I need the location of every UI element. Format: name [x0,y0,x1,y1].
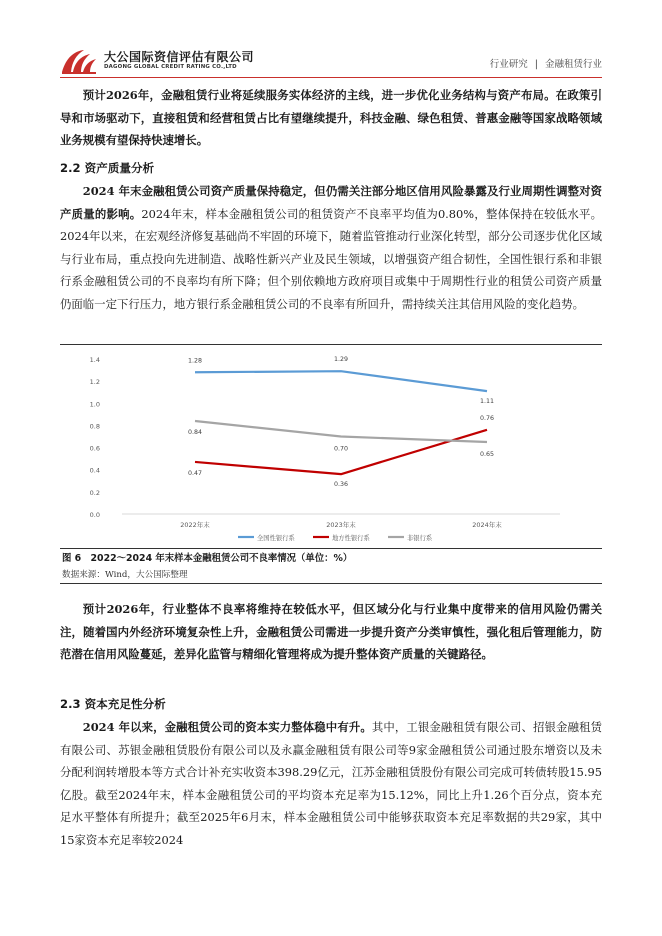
y-tick-label: 0.8 [89,422,100,431]
header-separator: | [534,59,538,70]
y-tick-label: 1.0 [89,400,100,409]
section-heading-capital-adequacy: 2.3 资本充足性分析 [60,697,166,711]
figure-caption: 图 6 2022～2024 年末样本金融租赁公司不良率情况（单位：%） [62,553,353,564]
paragraph-capital-adequacy [60,716,602,851]
series-line-2 [195,421,487,442]
legend-label: 非银行系 [407,535,433,542]
logo-chinese-name: 大公国际资信评估有限公司 [104,50,255,64]
header-industry: 金融租赁行业 [544,59,602,70]
data-label: 0.36 [333,481,349,489]
x-tick-label: 2024年末 [472,521,502,529]
figure-source: 数据来源：Wind，大公国际整理 [62,570,188,580]
capital-adequacy-body: 其中，工银金融租赁有限公司、招银金融租赁有限公司、苏银金融租赁股份有限公司以及永赢金融租赁有限公司等9家金融租赁公司通过股东增资以及未分配利润转增股本等方式合计补充实收资本398.29亿元，江苏金融租赁股份有限公司完成可转债转股15.95亿股。截至2024年末，样本金融租赁公司的平均资本充足率为15.12%，同比上升1.26个百分点，资本充足水平整体有所提升；截至2025年6月末，样本金融租赁公司中能够获取资本充足率数据的共29家，其中15家资本充足率较2024 [60,720,602,847]
capital-adequacy-lead: 2024 年以来，金融租赁公司的资本实力整体稳中有升。 [82,720,372,734]
asset-quality-lead: 2024 年末金融租赁公司资产质量保持稳定，但仍需关注部分地区信用风险暴露及行业周期性调整对资产质量的影响。 [60,184,602,221]
data-label: 0.65 [479,451,495,459]
y-tick-label: 1.2 [89,378,100,387]
data-label: 1.28 [187,357,203,365]
logo-english-name: DAGONG GLOBAL CREDIT RATING CO.,LTD [104,64,237,70]
y-tick-label: 0.0 [89,511,100,519]
data-label: 1.11 [479,398,495,406]
x-tick-label: 2023年末 [326,521,356,529]
legend-label: 全国性银行系 [257,535,295,542]
asset-quality-body: 2024年末，样本金融租赁公司的租赁资产不良率平均值为0.80%，整体保持在较低水平。2024年以来，在宏观经济修复基础尚不牢固的环境下，随着监管推动行业深化转型，部分公司逐步优化区域与行业布局，重点投向先进制造、战略性新兴产业及民生领域，以增强资产组合韧性，全国性银行系和非银行系金融租赁公司的不良率均有所下降；但个别依赖地方政府项目或集中于周期性行业的租赁公司资产质量仍面临一定下行压力，地方银行系金融租赁公司的不良率有所回升，需持续关注其信用风险的变化趋势。 [60,206,602,311]
legend-label: 地方性银行系 [332,535,370,542]
header-divider [60,77,602,78]
caption-divider [60,548,602,549]
npl-line-chart [60,345,602,549]
data-label: 0.47 [187,469,203,477]
source-divider [60,583,602,584]
y-tick-label: 0.4 [89,466,100,475]
section-heading-asset-quality: 2.2 资产质量分析 [60,161,155,175]
data-label: 0.70 [333,445,349,453]
data-label: 1.29 [333,356,349,364]
npl-chart [60,344,602,549]
data-label: 0.84 [187,429,203,436]
header-section-label [490,56,602,70]
y-tick-label: 0.6 [89,444,100,453]
header-category: 行业研究 [489,59,528,70]
paragraph-asset-quality [60,180,602,315]
series-line-0 [195,371,487,391]
x-tick-label: 2022年末 [180,521,210,529]
dagong-logo-icon [60,48,98,74]
data-label: 0.76 [479,414,495,422]
paragraph-outlook-risk: 预计2026年，行业整体不良率将维持在较低水平，但区域分化与行业集中度带来的信用风险仍需关注，随着国内外经济环境复杂性上升，金融租赁公司需进一步提升资产分类审慎性，强化租后管理能力，防范潜在信用风险蔓延，差异化监管与精细化管理将成为提升整体资产质量的关键路径。 [60,602,602,661]
page-header [60,44,602,78]
company-logo [60,46,270,76]
y-tick-label: 0.2 [89,488,100,497]
y-tick-label: 1.4 [89,356,100,364]
paragraph-outlook-business: 预计2026年，金融租赁行业将延续服务实体经济的主线，进一步优化业务结构与资产布局。在政策引导和市场驱动下，直接租赁和经营租赁占比有望继续提升，科技金融、绿色租赁、普惠金融等国家战略领域业务规模有望保持快速增长。 [60,88,602,147]
